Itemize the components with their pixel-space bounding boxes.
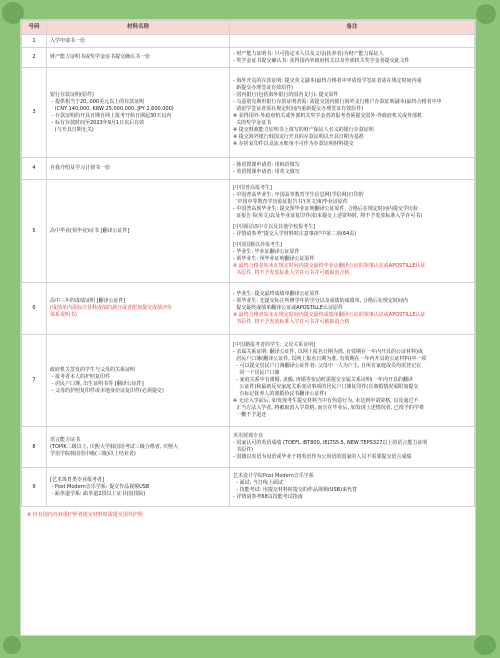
note-line: 有标记抚养人的离婚协议书翻译公证件) — [233, 391, 327, 397]
material-name-line: - 标有存款时间至2023年9月1日以后有效 — [50, 119, 145, 126]
row-number: 5 — [22, 180, 47, 283]
material-name-line: 学语学院韩国语中级(三级)以上结业者) — [50, 450, 136, 457]
note-line: - 英语授课申请者: 用英文填写 — [233, 168, 300, 175]
note-line: - 中国普高预毕业生: 提交预毕业证明翻译公证原件, 合格后在规定时间内提交学历验 — [233, 206, 418, 212]
note-line: 公证件)和最新反应家庭关系变动事项的居民户口簿复印件(有离婚情况需附加提交 — [233, 384, 419, 390]
note-cell — [230, 427, 475, 468]
material-name-cell — [47, 180, 230, 283]
note-line: [中国职高5中专以及其他学校报考生] — [233, 224, 316, 230]
note-line: - 中国普高毕业生: 中国高等教育学生信息网(学信网)打印的 — [233, 192, 364, 198]
footer-note: ※ 持有国内外双重护照者提交材料时需提交国外护照 — [27, 512, 143, 518]
note-cell — [230, 68, 475, 158]
table-row — [22, 427, 475, 468]
note-line: ※ 提交海外银行韩国支行开具的存款证明以开具日期为基准 — [233, 133, 364, 140]
material-name-line: 语言能力证书 — [50, 436, 81, 443]
materials-table — [21, 20, 475, 507]
note-line: ※ 最终合格者如未在规定时间内提交最终成绩单翻译公证的领事认证或APOSTILLE认证 — [233, 312, 426, 318]
note-line: ※ 无论入学前后, 如发现考生提交材料当中有伪造行为, 未达到申请资格, 以及通过不 — [233, 398, 419, 404]
note-cell — [230, 158, 475, 180]
material-name-cell — [47, 158, 230, 180]
note-line: - 预毕业生: 先提交标注所修学年的学分以及成绩的成绩单, 合格后在规定时间内 — [233, 298, 408, 304]
material-name-line: (CNY 140,000, KRW 25,000,000, JPY 2,600,000) — [50, 105, 174, 112]
note-line — [233, 39, 471, 43]
row-number: 6 — [22, 283, 47, 335]
note-line: 证报告书(英文)以及毕业证复印件(如未提交上述资料时, 将不予发放标准入学许可书) — [233, 213, 423, 219]
header-no: 号码 — [22, 21, 47, 35]
material-name-cell — [47, 35, 230, 48]
note-line: 一概不予退还 — [233, 412, 267, 418]
material-name-line: - 存款证明的开具日期自网上报考开始日期起30天以内 — [50, 112, 172, 119]
material-name-line: (成绩单内需标注各科成绩的满分或者附加提交成绩评价 — [50, 305, 172, 311]
table-row — [22, 180, 475, 283]
table-row — [22, 48, 475, 68]
material-name-line: (TOPIK三级以上, 庆熙大学韩国语考试三级合格者, 庆熙大 — [50, 443, 179, 450]
material-name-cell — [47, 68, 230, 158]
note-line: 正当方法入学者, 将被取消入学资格, 而且在毕业后, 如发现上述情况者, 已授予的学费 — [233, 405, 424, 411]
material-name-line: 政府机关签发的学生与父母的关系证明 — [50, 366, 136, 373]
row-number: 3 — [22, 68, 47, 158]
note-line: 书原件, 将不予发放标准入学许可书并可被取消合格 — [233, 270, 350, 276]
note-line: '中国中等教育学历验证报告书'(英文)和毕业证原件 — [233, 199, 348, 205]
material-name-line: 入学申请书一份 — [50, 37, 86, 44]
note-line: ※ 最终合格者如未在规定时间内提交最终毕业证翻译公证的领事认证或APOSTILLE认证 — [233, 263, 426, 269]
note-line: 新提交办理签证有效原件) — [233, 84, 294, 91]
row-number: 2 — [22, 48, 47, 68]
row-number: 8 — [22, 427, 47, 468]
note-line: 同一个居民户口簿 — [233, 370, 280, 376]
note-line: - 国内银行(包括海外银行的国内支行): 提交原件 — [233, 91, 339, 98]
note-cell — [230, 468, 475, 507]
note-line: - 亲属关系证明: 翻译公证件, 以网上报名日期为准, 有效期在一年内开具的公证材料)或 — [233, 349, 423, 355]
material-name-line: - 提供相当于20, 000美元以上的存款证明 — [50, 98, 145, 105]
note-line: ※ 存折复印件以及流水账单不可作为存款证明材料提交 — [233, 140, 354, 147]
note-cell — [230, 335, 475, 427]
material-name-line: (与开具日期无关) — [50, 126, 94, 133]
table-row — [22, 283, 475, 335]
material-name-cell — [47, 283, 230, 335]
note-line: - 财产能力证明书: 只可指定本人以及父母(抚养者)为财产能力保证人 — [233, 50, 384, 57]
material-name-line: 体系说明书) — [50, 312, 77, 318]
row-number: 9 — [22, 468, 47, 507]
note-line: - 可以提交居民户口簿翻译公证件者: 父母中一人为户主, 且所有家庭成员均需登记在 — [233, 363, 422, 369]
material-name-line: 财产能力证明书或奖学金证书提交确认书一份 — [50, 54, 151, 60]
note-line: - 家庭关系中有离婚, 丧偶, 再婚等变动时需提交亲属关系证明(一年内开具的翻译 — [233, 377, 413, 383]
table-row — [22, 68, 475, 158]
table-row — [22, 35, 475, 48]
material-name-line: - 父母的护照复印件或本地身份证复印件(必须提交) — [50, 387, 164, 394]
note-line: - 国籍以英语为母语或毕业于将英语作为公用语的国家的人员不需要提交语言成绩 — [233, 454, 412, 460]
material-name-line: - 居民户口簿, 出生证明书等 [翻译公证件] — [50, 380, 144, 387]
note-line: 提交最终成绩单翻译公证或APOSTILLE认证原件 — [233, 305, 343, 311]
table-row — [22, 158, 475, 180]
note-line: 书原件, 将不予发放标准入学许可书并可被取消合格 — [233, 319, 350, 325]
material-name-cell — [47, 48, 230, 68]
table-row — [22, 335, 475, 427]
table-header-row — [22, 21, 475, 35]
material-name-cell — [47, 335, 230, 427]
note-line: - 韩语授课申请者: 用韩语填写 — [233, 161, 300, 168]
note-line: - 乌兹别克斯坦银行存款证明者需: 需提交国内银行海外支行账户存款证明副本(最终合格者中申 — [233, 98, 442, 105]
note-line: [中国籍报考者的学生: 父母关系证明] — [233, 342, 316, 348]
document-sheet — [20, 19, 476, 636]
note-cell — [230, 180, 475, 283]
note-line: - 预毕业生: 预毕业证明翻译公证原件 — [233, 256, 315, 262]
table-row — [22, 468, 475, 507]
row-number: 4 — [22, 158, 47, 180]
material-name-line: 高中三年的成绩证明 [翻译公证件] — [50, 298, 126, 304]
note-line: [中国国籍以外报考生] — [233, 242, 282, 248]
note-line: ※ 提交财政能力证明书上填写的财产保证人名义的银行存款证明 — [233, 126, 374, 133]
material-name-line: - Post Modern音乐学系: 提交作品视频USB — [50, 483, 150, 490]
note-line: - 面试: 当日线上面试 — [233, 480, 283, 486]
table-body — [22, 35, 475, 507]
note-line: 关的奖学金证书 — [233, 119, 272, 126]
note-line: - 详情请参考"提交入学材料时注意事项"中第二项(64页) — [233, 231, 357, 237]
material-name-cell — [47, 427, 230, 468]
material-name-line: 银行存款证明(原件) — [50, 91, 94, 98]
note-line: [中国普高报考生] — [233, 185, 272, 191]
note-line: 艺术设计学院Post Modern音乐学系 — [233, 473, 314, 479]
note-line: - 毕业生: 毕业证翻译公证原件 — [233, 249, 300, 255]
note-line: - 奖学金证书提交确认书: 获得国内外政府机关以及外部机关奖学金者提交此文件 — [233, 57, 410, 64]
note-line: 请留学签证者需在规定时间内重新提交办理签证有效原件) — [233, 105, 364, 112]
note-cell — [230, 48, 475, 68]
row-number: 7 — [22, 335, 47, 427]
note-line: - 详情请参考68页技能考试指南 — [233, 494, 303, 500]
note-cell — [230, 283, 475, 335]
material-name-line: 高中毕业(预毕业)证书 [翻译公证件] — [50, 227, 130, 234]
row-number: 1 — [22, 35, 47, 48]
note-line: - 毕业生: 提交最终成绩单翻译公证原件 — [233, 291, 320, 297]
note-line: - 技能考试: 用提交材料时提交的作品视频(USB)来代替 — [233, 487, 358, 493]
material-name-line: [艺术体育类专业报考者] — [50, 476, 104, 483]
note-line: 英语授课专业 — [233, 433, 264, 439]
note-line: 居民户口簿(翻译公证件, 以网上报名日期为准, 有效期在一年内开具的公证材料)中一项 — [233, 356, 427, 362]
material-name-line: - 跆拳道学系: 跆拳道2段以上证书(国技院) — [50, 490, 146, 497]
material-name-line: 自我介绍及学习计划书一份 — [50, 165, 111, 171]
material-name-cell — [47, 468, 230, 507]
note-line: 书原件) — [233, 447, 254, 453]
material-name-line: - 报考者本人的护照复印件 — [50, 373, 110, 380]
note-cell — [230, 35, 475, 48]
note-line: - 海外开具的存款证明: 提交英文副本(最终合格者中申请留学签证者需在规定时间内重 — [233, 77, 422, 84]
note-line: ※ 获得国外·外政府机关或外部机关奖学金者的报考者须提交国外·外政府机关或外部机 — [233, 112, 422, 119]
header-note: 备注 — [230, 21, 475, 35]
header-material-name: 材料名称 — [47, 21, 230, 35]
note-line: - 国家认可的英语成绩 (TOEFL iBT800, IELTS5.5, NEW TEPS327以上的语言能力证明 — [233, 440, 428, 446]
